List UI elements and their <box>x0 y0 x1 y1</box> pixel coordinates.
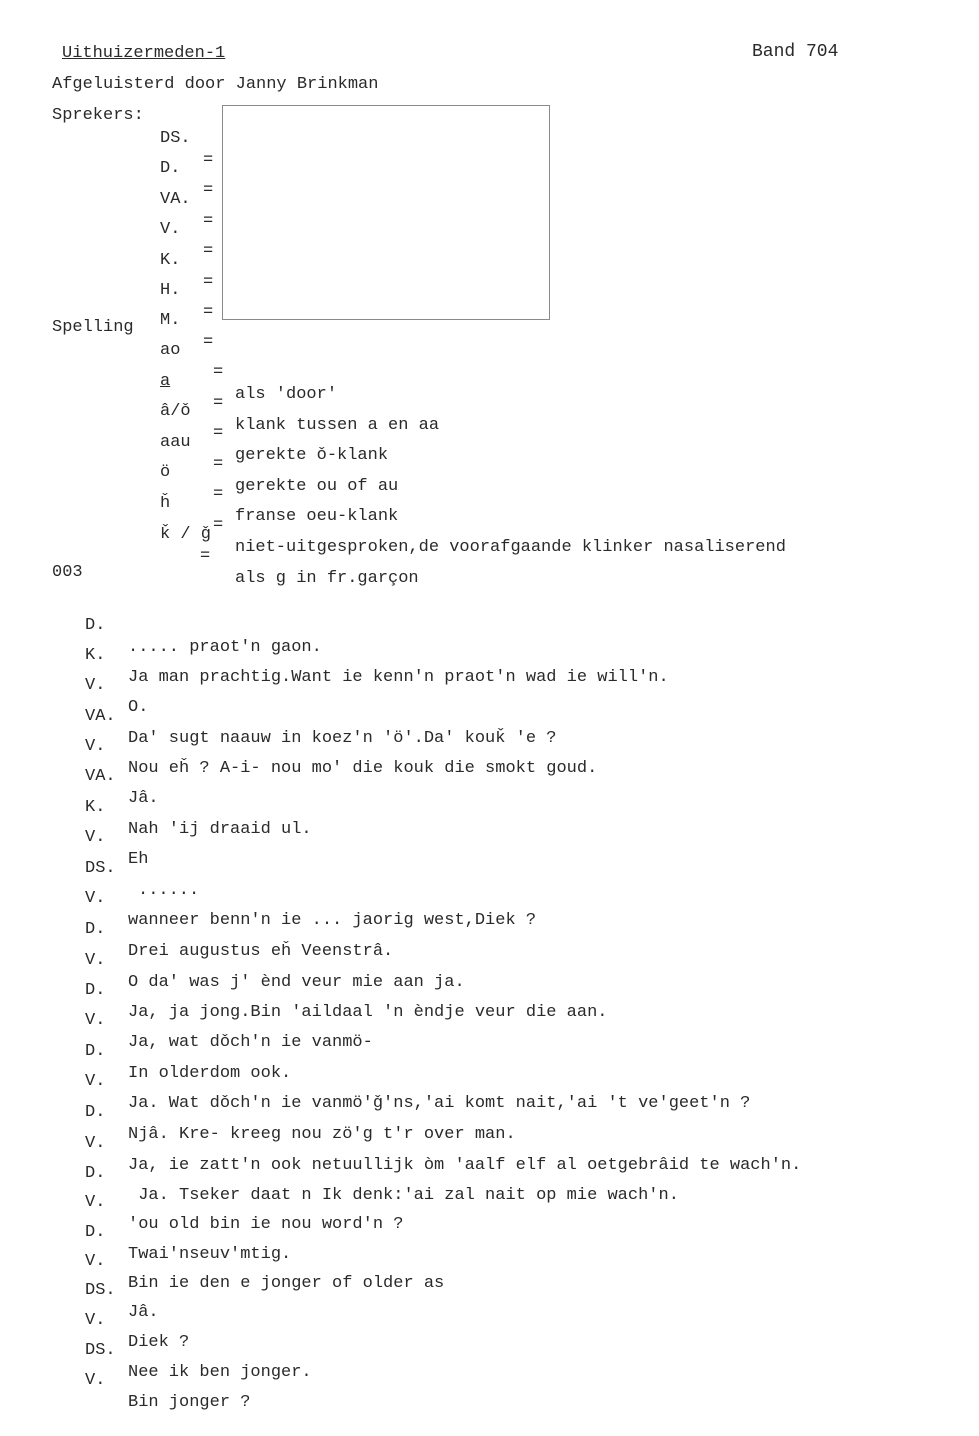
utterance: Bin jonger ? <box>128 1393 251 1412</box>
utterance: Bin ie den e jonger of older as <box>128 1274 445 1293</box>
equals-sign: = <box>213 485 224 504</box>
spelling-code: ȟ <box>160 494 171 513</box>
utterance: wanneer benn'n ie ... jaorig west,Diek ? <box>128 911 537 930</box>
speaker-tag: K. <box>85 646 106 665</box>
utterance: Ja, ie zatt'n ook netuullijk òm 'aalf elf al oetgebrâid te wach'n. <box>128 1156 802 1175</box>
spelling-definition: klank tussen a en aa <box>235 416 440 435</box>
speaker-code: D. <box>160 159 181 178</box>
spelling-label: Spelling <box>52 318 134 337</box>
utterance: Diek ? <box>128 1333 190 1352</box>
speaker-tag: V. <box>85 1371 106 1390</box>
section-number: 003 <box>52 563 83 582</box>
utterance: Jâ. <box>128 1303 159 1322</box>
recorded-by: Afgeluisterd door Janny Brinkman <box>52 75 379 94</box>
speaker-code: V. <box>160 220 181 239</box>
utterance: Eh <box>128 850 149 869</box>
speaker-tag: V. <box>85 1072 106 1091</box>
equals-sign: = <box>203 181 214 200</box>
utterance: Njâ. Kre- kreeg nou zö'g t'r over man. <box>128 1125 516 1144</box>
speaker-tag: D. <box>85 1042 106 1061</box>
speaker-tag: VA. <box>85 767 116 786</box>
transcript-line <box>0 593 322 657</box>
speaker-tag: V. <box>85 951 106 970</box>
equals-sign: = <box>213 516 224 535</box>
speaker-tag: V. <box>85 1252 106 1271</box>
speakers-label: Sprekers: <box>52 106 144 125</box>
equals-sign: = <box>203 151 214 170</box>
spelling-definition: als g in fr.garçon <box>235 569 419 588</box>
utterance: 'ou old bin ie nou word'n ? <box>128 1215 404 1234</box>
spelling-definition: niet-uitgesproken,de voorafgaande klinker nasaliserend <box>235 538 786 557</box>
utterance: ..... praot'n gaon. <box>128 638 322 657</box>
speaker-row <box>0 167 214 231</box>
spelling-code: ao <box>160 341 181 360</box>
speaker-tag: D. <box>85 981 106 1000</box>
speaker-code: K. <box>160 251 181 270</box>
utterance: Nah 'ij draaid ul. <box>128 820 312 839</box>
transcript-line <box>0 684 557 748</box>
speaker-tag: V. <box>85 1011 106 1030</box>
equals-sign: = <box>203 242 214 261</box>
spelling-definition: gerekte ou of au <box>235 477 399 496</box>
speaker-tag: V. <box>85 1193 106 1212</box>
equals-sign: = <box>213 394 224 413</box>
utterance: Ja, ja jong.Bin 'aildaal 'n èndje veur die aan. <box>128 1003 608 1022</box>
equals-sign: = <box>213 424 224 443</box>
speaker-tag: V. <box>85 889 106 908</box>
equals-sign: = <box>203 333 214 352</box>
speaker-tag: V. <box>85 1311 106 1330</box>
spelling-definition: als 'door' <box>235 385 338 404</box>
speaker-tag: V. <box>85 676 106 695</box>
equals-sign: = <box>200 547 211 566</box>
spelling-definition: gerekte ǒ-klank <box>235 446 389 465</box>
speaker-row <box>0 258 214 322</box>
speaker-names-box <box>222 105 550 320</box>
utterance: Da' sugt naauw in koez'n 'ö'.Da' kouǩ 'e ? <box>128 729 557 748</box>
speaker-code: VA. <box>160 190 191 209</box>
utterance: ...... <box>138 881 200 900</box>
speaker-code: H. <box>160 281 181 300</box>
speaker-tag: D. <box>85 616 106 635</box>
speaker-tag: VA. <box>85 707 116 726</box>
document-title: Uithuizermeden-1 <box>62 44 226 63</box>
equals-sign: = <box>203 303 214 322</box>
spelling-code: â/ǒ <box>160 402 191 421</box>
spelling-code: a <box>160 372 171 391</box>
utterance: O da' was j' ènd veur mie aan ja. <box>128 973 465 992</box>
speaker-tag: D. <box>85 1103 106 1122</box>
speaker-tag: D. <box>85 1223 106 1242</box>
speaker-tag: V. <box>85 828 106 847</box>
transcript-line <box>0 744 159 808</box>
utterance: Ja man prachtig.Want ie kenn'n praot'n wad ie will'n. <box>128 668 669 687</box>
speaker-tag: DS. <box>85 859 116 878</box>
equals-sign: = <box>213 363 224 382</box>
speaker-tag: K. <box>85 798 106 817</box>
utterance: Nee ik ben jonger. <box>128 1363 312 1382</box>
equals-sign: = <box>203 212 214 231</box>
equals-sign: = <box>213 455 224 474</box>
transcript-line <box>0 1258 159 1322</box>
speaker-row <box>0 228 214 292</box>
utterance: In olderdom ook. <box>128 1064 292 1083</box>
utterance: Jâ. <box>128 789 159 808</box>
speaker-tag: DS. <box>85 1281 116 1300</box>
speaker-tag: V. <box>85 737 106 756</box>
utterance: Drei augustus eȟ Veenstrâ. <box>128 942 394 961</box>
spelling-code: ö <box>160 463 171 482</box>
utterance: Nou eȟ ? A-i- nou mo' die kouk die smokt goud. <box>128 759 598 778</box>
speaker-tag: D. <box>85 920 106 939</box>
utterance: Ja, wat dǒch'n ie vanmö- <box>128 1033 373 1052</box>
speaker-tag: V. <box>85 1134 106 1153</box>
utterance: Twai'nseuv'mtig. <box>128 1245 292 1264</box>
spelling-code: aau <box>160 433 191 452</box>
spelling-code: ǩ / ǧ <box>160 525 212 544</box>
speaker-code: DS. <box>160 129 191 148</box>
speaker-code: M. <box>160 311 181 330</box>
speaker-tag: D. <box>85 1164 106 1183</box>
utterance: O. <box>128 698 149 717</box>
equals-sign: = <box>203 273 214 292</box>
speaker-tag: DS. <box>85 1341 116 1360</box>
band-number: Band 704 <box>752 42 839 62</box>
utterance: Ja. Tseker daat n Ik denk:'ai zal nait op mie wach'n. <box>128 1186 679 1205</box>
spelling-definition: franse oeu-klank <box>235 507 399 526</box>
utterance: Ja. Wat dǒch'n ie vanmö'ǧ'ns,'ai komt nait,'ai 't ve'geet'n ? <box>128 1094 751 1113</box>
